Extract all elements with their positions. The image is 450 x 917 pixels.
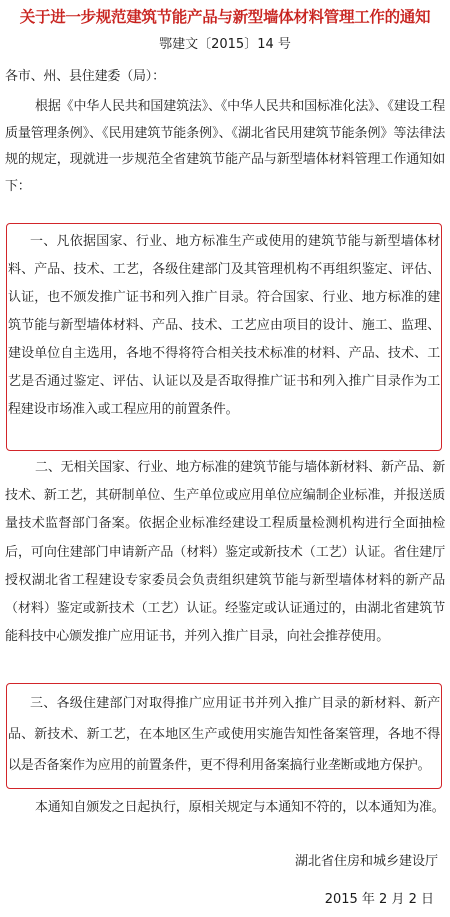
item-2-paragraph: 二、无相关国家、行业、地方标准的建筑节能与墙体新材料、新产品、新技术、新工艺，其研制单位、生产单位或应用单位应编制企业标准，并报送质量技术监督部门备案。依据企业标准经建设工程质量检测机构进行全面抽检后，可向住建部门申请新产品（材料）鉴定或新技术（工艺）认证。省住建厅授权湖北省工程建设专家委员会负责组织建筑节能与新型墙体材料的新产品（材料）鉴定或新技术（工艺）认证。经鉴定或认证通过的，由湖北省建筑节能科技中心颁发推广应用证书，并列入推广目录，向社会推荐使用。 — [5, 460, 445, 645]
item-1-paragraph: 一、凡依据国家、行业、地方标准生产或使用的建筑节能与新型墙体材料、产品、技术、工艺，各级住建部门及其管理机构不再组织鉴定、评估、认证，也不颁发推广证书和列入推广目录。符合国家、行业、地方标准的建筑节能与新型墙体材料、产品、技术、工艺应由项目的设计、施工、监理、建设单位自主选用，各地不得将符合相关技术标准的材料、产品、技术、工艺是否通过鉴定、评估、认证以及是否取得推广证书和列入推广目录作为工程建设市场准入或工程应用的前置条件。 — [8, 234, 440, 417]
issuer-signature: 湖北省住房和城乡建设厅 — [294, 854, 438, 869]
intro-paragraph: 根据《中华人民共和国建筑法》、《中华人民共和国标准化法》、《建设工程质量管理条例》、《民用建筑节能条例》、《湖北省民用建筑节能条例》等法律法规的规定，现就进一步规范全省建筑节能产品与新型墙体材料管理工作通知如下： — [5, 99, 445, 194]
document-title: 关于进一步规范建筑节能产品与新型墙体材料管理工作的通知 — [19, 8, 431, 26]
document-number: 鄂建文〔2015〕14 号 — [159, 37, 291, 52]
item-3-paragraph: 三、各级住建部门对取得推广应用证书并列入推广目录的新材料、新产品、新技术、新工艺，在本地区生产或使用实施告知性备案管理，各地不得以是否备案作为应用的前置条件，更不得利用备案搞行业垄断或地方保护。 — [8, 696, 440, 773]
addressee: 各市、州、县住建委（局）： — [5, 69, 165, 84]
closing-paragraph: 本通知自颁发之日起执行，原相关规定与本通知不符的，以本通知为准。 — [35, 800, 445, 815]
issue-date: 2015 年 2 月 2 日 — [324, 892, 434, 907]
